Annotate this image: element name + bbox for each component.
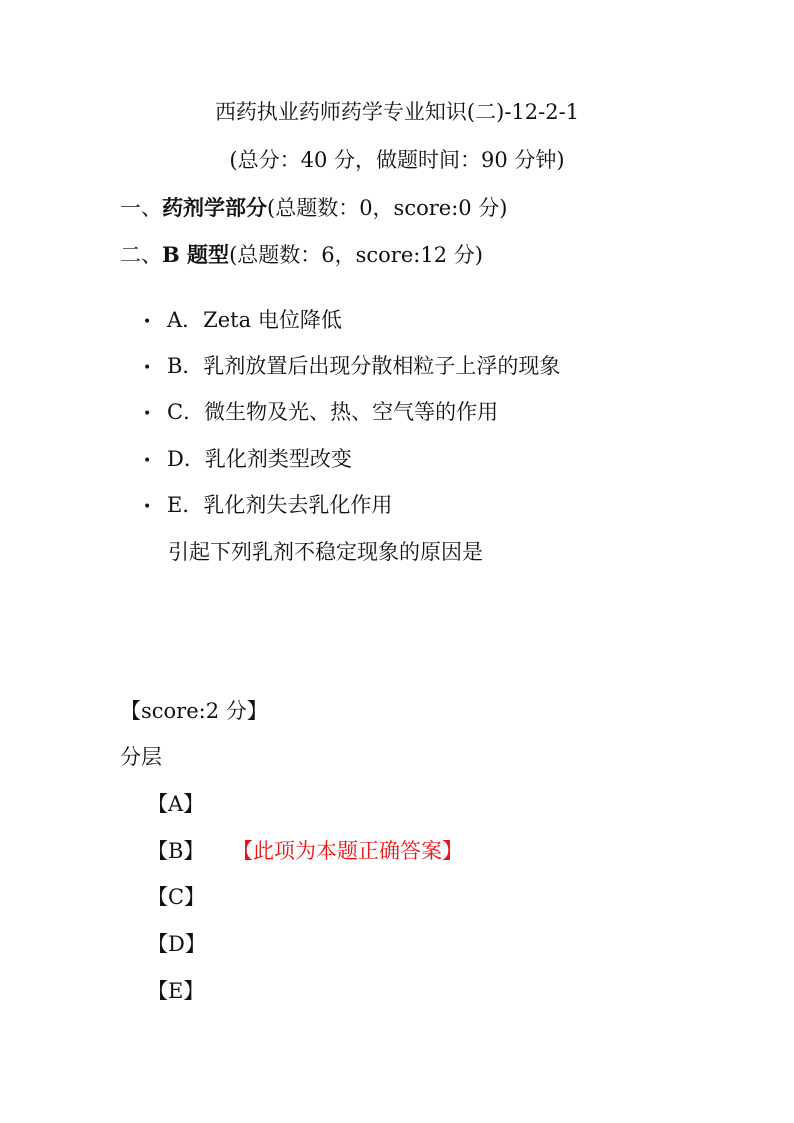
option-c — [143, 402, 498, 423]
option-a-text: A．Zeta 电位降低 — [167, 308, 342, 332]
page-title: 西药执业药师药学专业知识(二)-12-2-1 — [214, 100, 580, 124]
bullet-icon: • — [143, 405, 152, 422]
option-c-text: C．微生物及光、热、空气等的作用 — [167, 400, 499, 424]
question-score: 【score:2 分】 — [120, 699, 268, 723]
option-d — [143, 449, 352, 470]
section-1-prefix: 一、 — [120, 196, 162, 220]
correct-answer-note: 【此项为本题正确答案】 — [232, 839, 463, 863]
answer-choice-e: 【E】 — [147, 979, 205, 1003]
sub-question: 分层 — [120, 745, 162, 769]
page-subtitle: (总分：40 分，做题时间：90 分钟) — [229, 148, 565, 172]
bullet-icon: • — [143, 359, 152, 376]
option-a — [143, 310, 342, 331]
option-b-text: B．乳剂放置后出现分散相粒子上浮的现象 — [167, 354, 561, 378]
section-1-name: 药剂学部分 — [162, 195, 267, 220]
answer-choice-b — [147, 841, 204, 862]
section-2-meta: (总题数：6，score:12 分) — [229, 243, 483, 267]
bullet-icon: • — [143, 452, 152, 469]
option-d-text: D．乳化剂类型改变 — [167, 447, 352, 471]
answer-choice-d: 【D】 — [147, 932, 206, 956]
bullet-icon: • — [143, 313, 152, 330]
section-2-name: B 题型 — [162, 242, 230, 267]
section-1 — [120, 197, 508, 219]
option-e — [143, 495, 392, 516]
answer-choice-c: 【C】 — [147, 885, 206, 909]
option-b — [143, 356, 560, 377]
bullet-icon: • — [143, 498, 152, 515]
question-stem: 引起下列乳剂不稳定现象的原因是 — [168, 540, 483, 564]
option-e-text: E．乳化剂失去乳化作用 — [167, 493, 393, 517]
answer-choice-b-label: 【B】 — [147, 839, 205, 863]
section-2 — [120, 244, 483, 266]
section-1-meta: (总题数：0，score:0 分) — [267, 196, 508, 220]
answer-choice-a: 【A】 — [147, 792, 205, 816]
section-2-prefix: 二、 — [120, 243, 162, 267]
